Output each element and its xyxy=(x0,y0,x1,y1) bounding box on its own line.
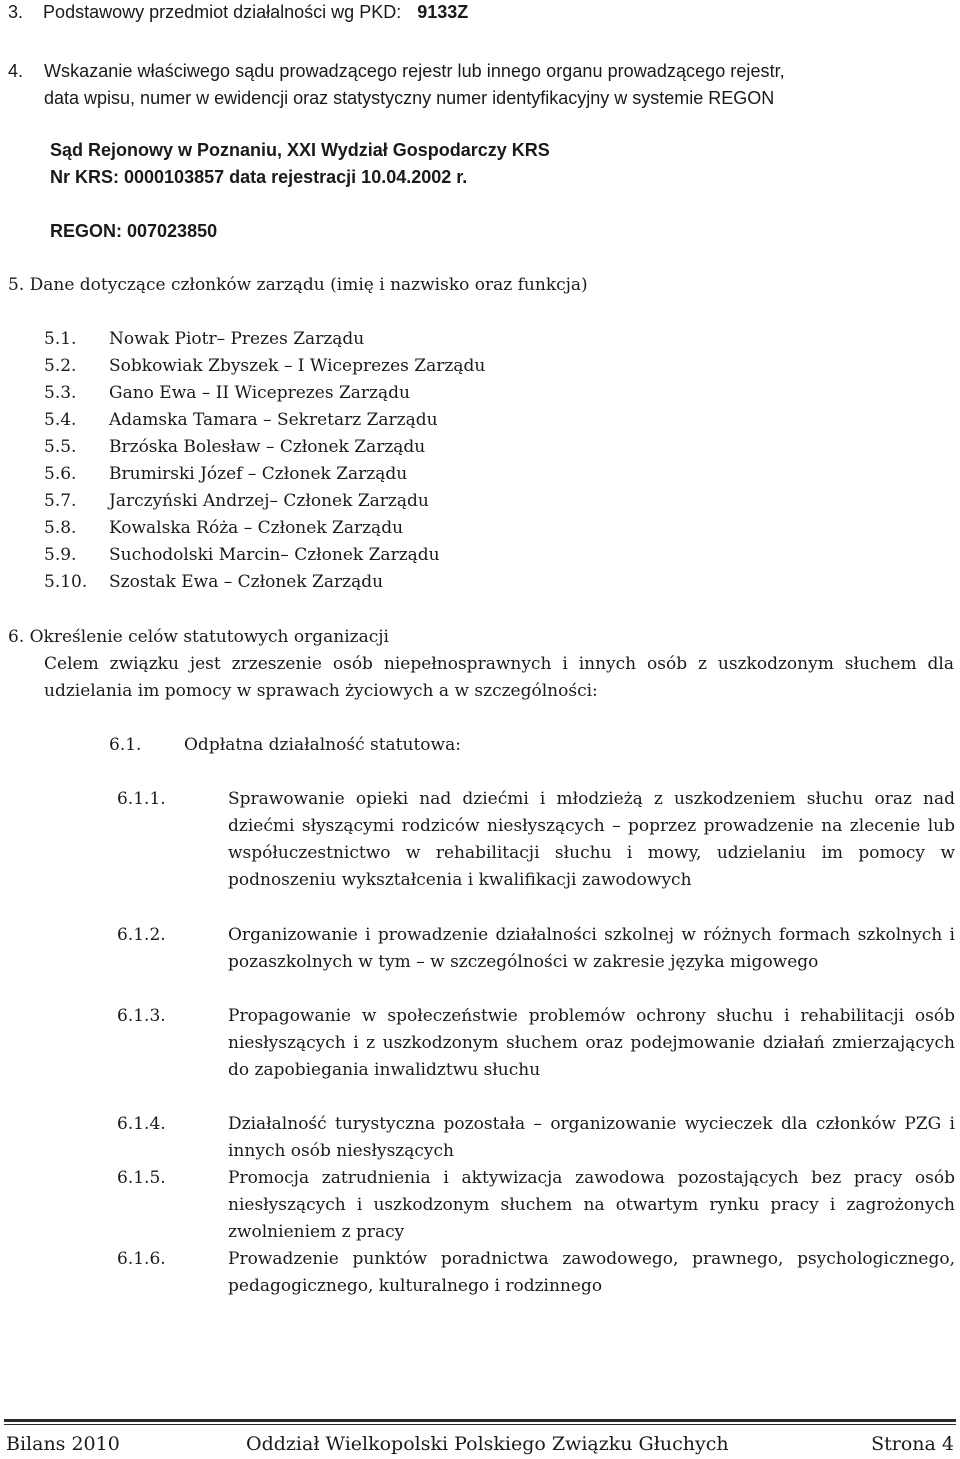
list-item-num: 6.1.6. xyxy=(117,1249,166,1269)
board-member: Jarczyński Andrzej– Członek Zarządu xyxy=(109,491,429,511)
list-item-num: 6.1.1. xyxy=(117,789,166,809)
regon-number: REGON: 007023850 xyxy=(50,221,218,241)
subsection-number: 6.1. xyxy=(109,735,142,755)
list-item-num: 5.4. xyxy=(44,410,77,430)
section-3-line xyxy=(8,0,468,26)
activity-item: Organizowanie i prowadzenie działalności szkolnej w różnych formach szkolnych i pozaszkolnych w tym – w szczególności w zakresie języka migowego xyxy=(228,925,955,972)
list-item-num: 6.1.2. xyxy=(117,925,166,945)
footer-center: Oddział Wielkopolski Polskiego Związku Głuchych xyxy=(246,1433,729,1455)
activity-item: Propagowanie w społeczeństwie problemów ochrony słuchu i rehabilitacji osób niesłyszących i z uszkodzonym słuchem oraz podejmowanie działań zmierzających do zapobiegania inwalidztwu słuchu xyxy=(228,1006,955,1080)
krs-number: Nr KRS: 0000103857 data rejestracji 10.04.2002 r. xyxy=(50,167,468,187)
list-item-num: 6.1.3. xyxy=(117,1006,166,1026)
section-4-line-1: Wskazanie właściwego sądu prowadzącego rejestr lub innego organu prowadzącego rejestr, xyxy=(44,61,785,81)
board-member: Szostak Ewa – Członek Zarządu xyxy=(109,572,384,592)
court-name: Sąd Rejonowy w Poznaniu, XXI Wydział Gospodarczy KRS xyxy=(50,140,550,160)
section-4-number: 4. xyxy=(8,61,24,81)
section-3-label: Podstawowy przedmiot działalności wg PKD: xyxy=(43,2,402,22)
board-member: Brumirski Józef – Członek Zarządu xyxy=(109,464,408,484)
board-member: Sobkowiak Zbyszek – I Wiceprezes Zarządu xyxy=(109,356,486,376)
section-6-heading: 6. Określenie celów statutowych organizacji xyxy=(8,627,389,647)
board-member: Nowak Piotr– Prezes Zarządu xyxy=(109,329,365,349)
activity-item: Działalność turystyczna pozostała – organizowanie wycieczek dla członków PZG i innych osób niesłyszących xyxy=(228,1114,955,1161)
footer-page-number: Strona 4 xyxy=(871,1433,954,1455)
section-5-heading: 5. Dane dotyczące członków zarządu (imię i nazwisko oraz funkcja) xyxy=(8,275,588,295)
section-6-intro: Celem związku jest zrzeszenie osób niepełnosprawnych i innych osób z uszkodzonym słuchem dla udzielania im pomocy w sprawach życiowych a w szczególności: xyxy=(44,654,954,701)
list-item-num: 5.5. xyxy=(44,437,77,457)
section-3-number: 3. xyxy=(8,2,24,22)
footer-divider-thin xyxy=(4,1424,956,1425)
activity-item: Promocja zatrudnienia i aktywizacja zawodowa pozostających bez pracy osób niesłyszących i uszkodzonym słuchem na otwartym rynku pracy i zagrożonych zwolnieniem z pracy xyxy=(228,1168,955,1242)
board-member: Kowalska Róża – Członek Zarządu xyxy=(109,518,404,538)
activity-item: Prowadzenie punktów poradnictwa zawodowego, prawnego, psychologicznego, pedagogicznego, kulturalnego i rodzinnego xyxy=(228,1249,955,1296)
board-member: Adamska Tamara – Sekretarz Zarządu xyxy=(109,410,438,430)
board-member: Gano Ewa – II Wiceprezes Zarządu xyxy=(109,383,410,403)
section-3-pkd-code: 9133Z xyxy=(417,2,469,22)
list-item-num: 5.6. xyxy=(44,464,77,484)
list-item-num: 5.7. xyxy=(44,491,77,511)
list-item-num: 6.1.4. xyxy=(117,1114,166,1134)
list-item-num: 5.2. xyxy=(44,356,77,376)
list-item-num: 5.10. xyxy=(44,572,88,592)
subsection-heading: Odpłatna działalność statutowa: xyxy=(184,735,461,755)
activity-item: Sprawowanie opieki nad dziećmi i młodzieżą z uszkodzeniem słuchu oraz nad dziećmi słyszącymi rodziców niesłyszących – poprzez prowadzenie na zlecenie lub współuczestnictwo w rehabilitacji słuchu i mowy, udzielaniu im pomocy w podnoszeniu wykształcenia i kwalifikacji zawodowych xyxy=(228,789,955,890)
board-member: Brzóska Bolesław – Członek Zarządu xyxy=(109,437,426,457)
footer-left: Bilans 2010 xyxy=(6,1433,120,1455)
section-4-line-2: data wpisu, numer w ewidencji oraz statystyczny numer identyfikacyjny w systemie REGON xyxy=(44,88,775,108)
list-item-num: 5.1. xyxy=(44,329,77,349)
list-item-num: 5.3. xyxy=(44,383,77,403)
footer-divider xyxy=(4,1419,956,1422)
list-item-num: 5.8. xyxy=(44,518,77,538)
list-item-num: 5.9. xyxy=(44,545,77,565)
board-member: Suchodolski Marcin– Członek Zarządu xyxy=(109,545,440,565)
list-item-num: 6.1.5. xyxy=(117,1168,166,1188)
